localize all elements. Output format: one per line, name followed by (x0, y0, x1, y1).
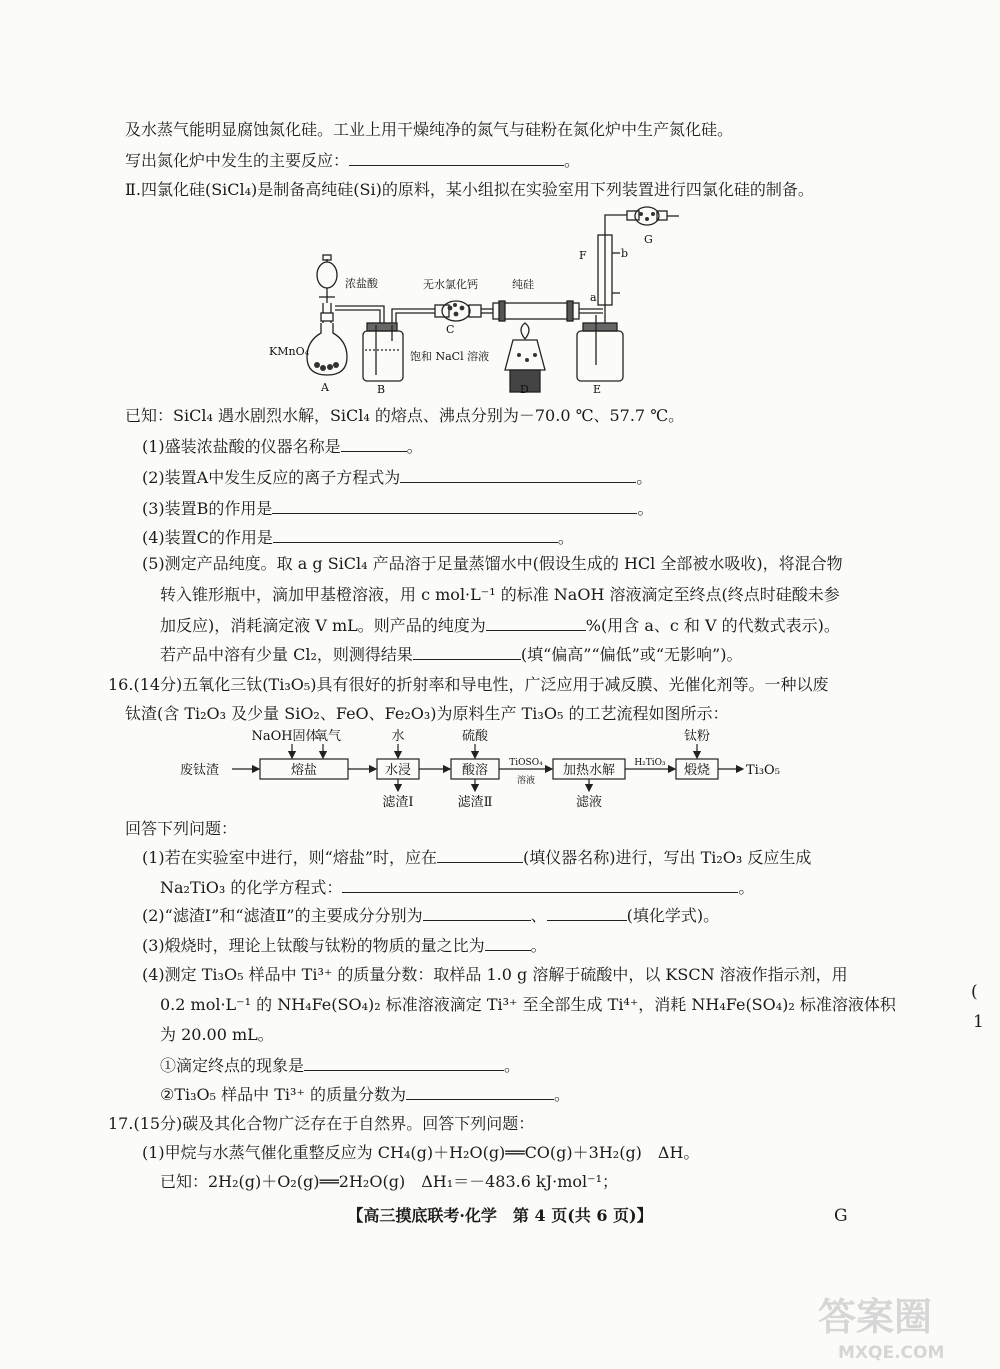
prompt-text: 若产品中溶有少量 Cl₂，则测得结果 (160, 645, 413, 664)
funnel-bulb (317, 262, 337, 288)
answer-blank[interactable] (341, 435, 407, 452)
flow-box5-label: 煅烧 (683, 763, 711, 778)
question-5-line2: 转入锥形瓶中，滴加甲基橙溶液，用 c mol·L⁻¹ 的标准 NaOH 溶液滴定至终点(终点时硅酸未参 (160, 585, 840, 604)
prompt-text: 写出氮化炉中发生的主要反应： (125, 151, 350, 170)
p16-question-4-sub1 (160, 1054, 520, 1077)
p16-question-4-line3: 为 20.00 mL。 (160, 1025, 274, 1044)
answer-blank[interactable] (406, 1083, 554, 1100)
prompt-text: (3)煅烧时，理论上钛酸与钛粉的物质的量之比为 (142, 936, 485, 955)
known-info: 已知：SiCl₄ 遇水剧烈水解，SiCl₄ 的熔点、沸点分别为－70.0 ℃、57.7 ℃。 (125, 406, 685, 425)
margin-mark: ( (971, 982, 978, 1002)
margin-mark: 1 (973, 1012, 984, 1032)
period: 。 (504, 1056, 521, 1075)
p16-question-1-line2 (160, 876, 754, 899)
prompt-text: %(用含 a、c 和 V 的代数式表示)。 (585, 616, 840, 635)
period: 。 (738, 878, 755, 897)
period: 。 (530, 936, 547, 955)
flow-mid-tioso4: TiOSO₄ (509, 758, 543, 768)
text-line: 及水蒸气能明显腐蚀氮化硅。工业上用干燥纯净的氮气与硅粉在氮化炉中生产氮化硅。 (125, 120, 734, 139)
page-footer: 【高三摸底联考·化学 第 4 页(共 6 页)】 (347, 1206, 653, 1225)
prompt-text: Na₂TiO₃ 的化学方程式： (160, 878, 343, 897)
question-2 (142, 466, 652, 489)
problem-16-line1: 16.(14分)五氧化三钛(Ti₃O₅)具有很好的折射率和导电性，广泛应用于减反膜、光催化剂等。一种以废 (108, 675, 829, 694)
label-silicon: 纯硅 (512, 278, 534, 291)
prompt-text: (2)“滤渣Ⅰ”和“滤渣Ⅱ”的主要成分分别为 (142, 906, 423, 925)
answer-blank[interactable] (485, 934, 531, 951)
flow-mid-solution: 溶液 (516, 776, 536, 786)
p16-question-4-sub2 (160, 1083, 570, 1106)
period: 。 (636, 468, 653, 487)
label-hcl: 浓盐酸 (345, 277, 378, 290)
label-F: F (579, 249, 587, 262)
flow-box2-label: 水浸 (384, 763, 412, 778)
label-E: E (593, 383, 602, 396)
answer-blank[interactable] (273, 526, 558, 543)
prompt-text: (4)装置C的作用是 (142, 528, 273, 547)
prompt-text: 加反应)，消耗滴定液 V mL。则产品的纯度为 (160, 616, 486, 635)
answer-blank[interactable] (349, 149, 564, 166)
label-nacl: 饱和 NaCl 溶液 (410, 350, 490, 363)
answer-intro: 回答下列问题： (125, 819, 238, 838)
prompt-text: (3)装置B的作用是 (142, 499, 273, 518)
flow-input-acid: 硫酸 (461, 729, 489, 744)
answer-blank[interactable] (413, 643, 521, 660)
prompt-text: ②Ti₃O₅ 样品中 Ti³⁺ 的质量分数为 (160, 1085, 406, 1104)
question-5-line1: (5)测定产品纯度。取 a g SiCl₄ 产品溶于足量蒸馏水中(假设生成的 HCl 全部被水吸收)，将混合物 (142, 554, 843, 573)
p16-question-4-line1: (4)测定 Ti₃O₅ 样品中 Ti³⁺ 的质量分数：取样品 1.0 g 溶解于硫酸中，以 KSCN 溶液作指示剂，用 (142, 965, 848, 984)
label-D: D (520, 383, 529, 396)
p16-question-4-line2: 0.2 mol·L⁻¹ 的 NH₄Fe(SO₄)₂ 标准溶液滴定 Ti³⁺ 至全部生成 Ti⁴⁺，消耗 NH₄Fe(SO₄)₂ 标准溶液体积 (160, 995, 896, 1014)
round-flask (307, 323, 347, 375)
watermark-url: MXQE.COM (838, 1343, 945, 1363)
watermark-logo (808, 1290, 988, 1365)
label-cacl2: 无水氯化钙 (423, 278, 478, 291)
prompt-text: (1)盛装浓盐酸的仪器名称是 (142, 437, 341, 456)
p16-question-1 (142, 846, 811, 869)
prompt-text: (1)若在实验室中进行，则“熔盐”时，应在 (142, 848, 438, 867)
question-5-line3 (160, 614, 840, 637)
flow-input-ti: 钛粉 (683, 729, 711, 744)
flow-start: 废钛渣 (180, 763, 220, 778)
label-A: A (321, 381, 329, 394)
separator: 、 (530, 906, 547, 925)
answer-blank[interactable] (304, 1054, 504, 1071)
flow-end: Ti₃O₅ (746, 763, 780, 778)
period: 。 (554, 1085, 571, 1104)
text-line: Ⅱ.四氯化硅(SiCl₄)是制备高纯硅(Si)的原料，某小组拟在实验室用下列装置进行四氯化硅的制备。 (125, 180, 814, 199)
prompt-text: (填化学式)。 (626, 906, 720, 925)
flow-box1-label: 熔盐 (290, 763, 318, 778)
period: 。 (406, 437, 423, 456)
answer-blank[interactable] (547, 904, 627, 921)
answer-blank[interactable] (342, 876, 738, 893)
question-1 (142, 435, 423, 458)
answer-blank[interactable] (272, 497, 637, 514)
problem-17-line1: 17.(15分)碳及其化合物广泛存在于自然界。回答下列问题： (108, 1114, 535, 1133)
label-B: B (377, 383, 386, 396)
flow-box4-label: 加热水解 (562, 763, 616, 778)
flow-output-residue1: 滤渣Ⅰ (382, 795, 414, 810)
watermark-text: 答案圈 (818, 1295, 933, 1339)
margin-mark: G (834, 1206, 848, 1226)
flow-input-oxygen: 氧气 (314, 729, 342, 744)
flow-input-naoh: NaOH固体 (251, 729, 319, 744)
period: 。 (564, 151, 581, 170)
label-b: b (621, 247, 629, 260)
answer-blank[interactable] (423, 904, 531, 921)
answer-blank[interactable] (437, 846, 523, 863)
p17-question-1: (1)甲烷与水蒸气催化重整反应为 CH₄(g)＋H₂O(g)══CO(g)＋3H₂(g) ΔH。 (142, 1143, 700, 1162)
question-3 (142, 497, 653, 520)
answer-blank[interactable] (486, 614, 586, 631)
period: 。 (557, 528, 574, 547)
label-G: G (644, 233, 653, 246)
question-5-line4 (160, 643, 742, 666)
flow-output-residue2: 滤渣Ⅱ (457, 795, 493, 810)
prompt-text: (填仪器名称)进行，写出 Ti₂O₃ 反应生成 (523, 848, 812, 867)
answer-blank[interactable] (400, 466, 636, 483)
prompt-text: (填“偏高”“偏低”或“无影响”)。 (520, 645, 743, 664)
flow-output-filtrate: 滤液 (575, 795, 603, 810)
question-4 (142, 526, 574, 549)
flow-input-water: 水 (391, 729, 405, 744)
prompt-text: ①滴定终点的现象是 (160, 1056, 305, 1075)
period: 。 (637, 499, 654, 518)
label-a: a (590, 291, 597, 304)
prompt-text: (2)装置A中发生反应的离子方程式为 (142, 468, 401, 487)
problem-16-line2: 钛渣(含 Ti₂O₃ 及少量 SiO₂、FeO、Fe₂O₃)为原料生产 Ti₃O₅ 的工艺流程如图所示： (125, 704, 729, 723)
p16-question-2 (142, 904, 719, 927)
process-flowchart (180, 728, 800, 810)
question-line (125, 149, 580, 172)
apparatus-diagram (255, 205, 705, 400)
flow-box3-label: 酸溶 (461, 763, 489, 778)
p16-question-3 (142, 934, 547, 957)
p17-known: 已知：2H₂(g)＋O₂(g)══2H₂O(g) ΔH₁＝－483.6 kJ·mol⁻¹； (160, 1172, 618, 1191)
flow-mid-h2tio3: H₂TiO₃ (634, 758, 666, 768)
label-C: C (446, 323, 455, 336)
label-kmno4: KMnO₄ (269, 345, 309, 358)
